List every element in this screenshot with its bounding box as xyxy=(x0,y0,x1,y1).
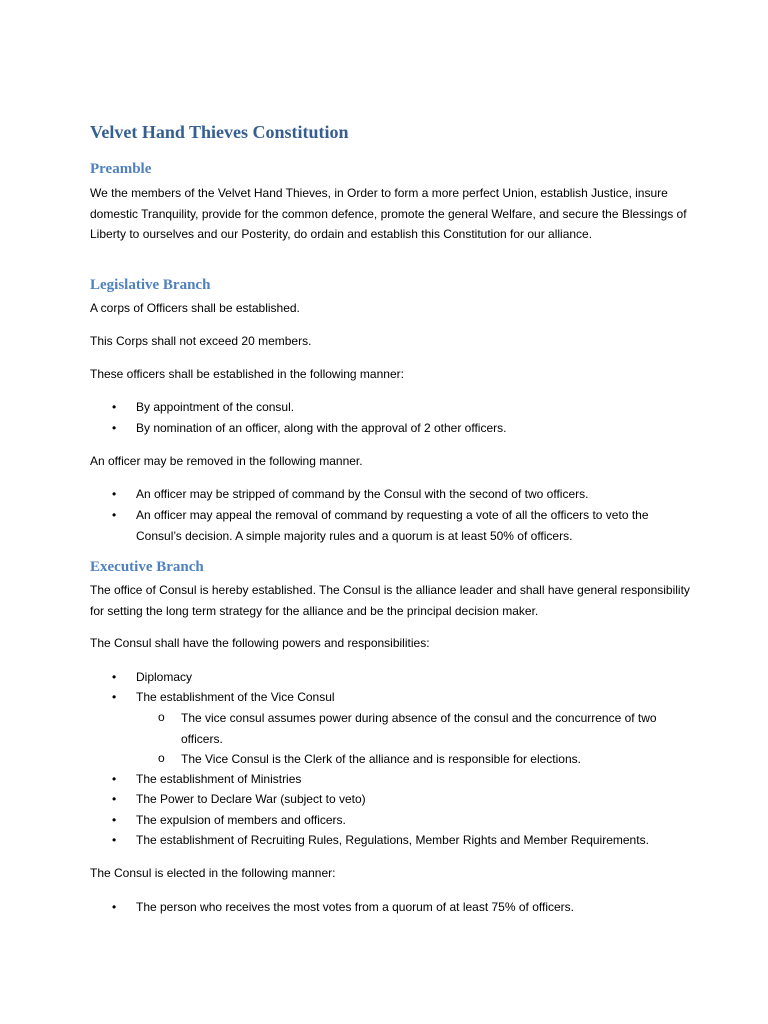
list-item: The Power to Declare War (subject to veto) xyxy=(136,792,366,806)
legislative-heading: Legislative Branch xyxy=(90,277,211,293)
list-item: By appointment of the consul. xyxy=(136,400,295,414)
list-item: The establishment of Ministries xyxy=(136,772,302,786)
legislative-paragraph: This Corps shall not exceed 20 members. xyxy=(90,334,312,348)
bullet-marker: • xyxy=(112,421,117,435)
bullet-marker: • xyxy=(112,772,117,786)
list-item: Diplomacy xyxy=(136,670,193,684)
sub-list-item: The Vice Consul is the Clerk of the alliance and is responsible for elections. xyxy=(181,752,581,766)
legislative-paragraph: An officer may be removed in the following manner. xyxy=(90,454,363,468)
document-title: Velvet Hand Thieves Constitution xyxy=(90,122,349,142)
executive-paragraph: The Consul is elected in the following manner: xyxy=(90,866,336,880)
executive-heading: Executive Branch xyxy=(90,559,204,575)
bullet-marker: • xyxy=(112,833,117,847)
list-item: The establishment of Recruiting Rules, Regulations, Member Rights and Member Requirements. xyxy=(136,833,649,847)
list-item: By nomination of an officer, along with the approval of 2 other officers. xyxy=(136,421,507,435)
preamble-heading: Preamble xyxy=(90,161,152,177)
bullet-marker: • xyxy=(112,508,117,522)
list-item: An officer may appeal the removal of command by requesting a vote of all the officers to veto the Consul’s decision. A simple majority rules and a quorum is at least 50% of officers. xyxy=(136,508,649,543)
bullet-marker: • xyxy=(112,813,117,827)
list-item: The establishment of the Vice Consul xyxy=(136,690,335,704)
list-item: The expulsion of members and officers. xyxy=(136,813,346,827)
bullet-marker: • xyxy=(112,400,117,414)
legislative-paragraph: These officers shall be established in the following manner: xyxy=(90,367,404,381)
bullet-marker: • xyxy=(112,670,117,684)
list-item: The person who receives the most votes from a quorum of at least 75% of officers. xyxy=(136,900,574,914)
legislative-paragraph: A corps of Officers shall be established. xyxy=(90,301,300,315)
sub-bullet-marker: o xyxy=(158,751,165,765)
sub-bullet-marker: o xyxy=(158,710,165,724)
preamble-text: We the members of the Velvet Hand Thieves, in Order to form a more perfect Union, establish Justice, insure domestic Tranquility, provide for the common defence, promote the general Welfare, and secure the Blessings of Liberty to ourselves and our Posterity, do ordain and establish this Constitution for our alliance. xyxy=(90,186,687,241)
list-item: An officer may be stripped of command by the Consul with the second of two officers. xyxy=(136,487,589,501)
sub-list-item: The vice consul assumes power during absence of the consul and the concurrence of two officers. xyxy=(181,711,657,746)
executive-paragraph: The office of Consul is hereby established. The Consul is the alliance leader and shall have general responsibility for setting the long term strategy for the alliance and be the principal decision maker. xyxy=(90,583,690,618)
bullet-marker: • xyxy=(112,900,117,914)
bullet-marker: • xyxy=(112,690,117,704)
bullet-marker: • xyxy=(112,792,117,806)
executive-paragraph: The Consul shall have the following powers and responsibilities: xyxy=(90,636,430,650)
bullet-marker: • xyxy=(112,487,117,501)
